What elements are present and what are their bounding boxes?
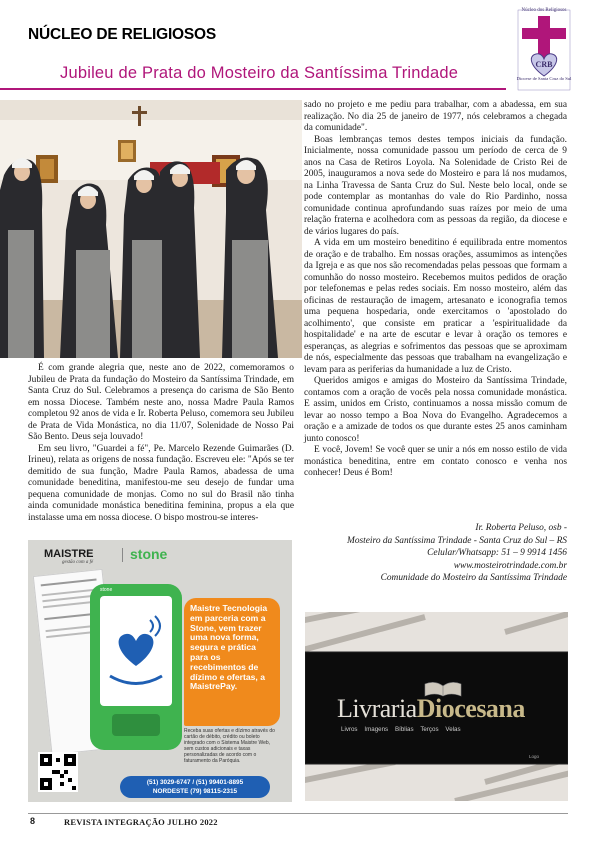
stone-brand: stone bbox=[130, 546, 168, 562]
maistre-phones: (51) 3029-6747 / (51) 99401-8895 bbox=[146, 779, 244, 786]
terminal-brand: stone bbox=[100, 587, 113, 593]
footer-title: REVISTA INTEGRAÇÃO JULHO 2022 bbox=[64, 817, 218, 827]
section-title: NÚCLEO DE RELIGIOSOS bbox=[28, 26, 217, 43]
livraria-categories: Livros Imagens Bíblias Terços Velas bbox=[341, 726, 461, 733]
maistre-contact-bar[interactable] bbox=[120, 776, 270, 798]
maistrepay-headline: Maistre Tecnologia em parceria com a Stone, vem trazer uma nova forma, segura e prática para os recebimentos de dízimo e ofertas, a MaistrePay. bbox=[184, 598, 280, 726]
article-column-right bbox=[304, 100, 567, 480]
nuns-photo bbox=[0, 100, 302, 358]
article-column-left bbox=[28, 363, 294, 524]
signature-name: Ir. Roberta Peluso, osb - bbox=[475, 523, 567, 533]
maistrepay-body: Receba suas ofertas e dízimo através do cartão de débito, crédito ou boleto integrado com o Sistema Maistre Web, sem custos adicionais e taxas personalizadas de acordo com o faturamento da Paróquia. bbox=[184, 728, 275, 764]
signature-phone: Celular/Whatsapp: 51 – 9 9914 1456 bbox=[427, 548, 567, 558]
logo-top-text: Núcleo dos Religiosos bbox=[521, 8, 567, 13]
headline-divider bbox=[0, 88, 506, 90]
article-headline: Jubileu de Prata do Mosteiro da Santíssima Trindade bbox=[60, 64, 459, 82]
article-paragraph: A vida em um mosteiro beneditino é equilibrada entre momentos de oração e de trabalho. Em nossas orações, assumimos as intenções da Igreja e as que nos são recomendadas pelas pessoas que formam a comunhão do nosso mosteiro. Recebemos muitos pedidos de oração por telefonemas e pelas redes sociais. Em nosso mosteiro, além das oficinas de restauração de imagem, artesanato e iconografia temos uma pequena hospedaria, onde exercitamos o 'apostolado do acolhimento', que consiste em praticar a 'espiritualidade da hospitalidade' e na arte de escutar e levar à oração os temores e esperanças, as alegrias e sofrimentos das pessoas que se aproximam de nós, especialmente das pessoas que trabalham na evangelização e levam para as periferias da humanidade a luz de Cristo. bbox=[304, 238, 567, 375]
heart-hands-icon bbox=[100, 596, 172, 706]
article-paragraph: É com grande alegria que, neste ano de 2022, comemoramos o Jubileu de Prata da fundação do Mosteiro da Santíssima Trindade, em Santa Cruz do Sul. Celebramos a presença do carisma de São Bento em nossa Diocese. Também neste ano, nossa Madre Paula Ramos completou 92 anos de vida e Ir. Roberta Peluso, comemora seu Jubileu de Prata de Vida Monástica, no dia 11/07, Solenidade de Nosso Pai São Bento. Deus seja louvado! bbox=[28, 363, 294, 442]
article-paragraph: Em seu livro, "Guardei a fé", Pe. Marcelo Rezende Guimarães (D. Irineu), relata as origens de nossa fundação. Escreveu ele: "Após se ter demitido de sua função, Madre Paula Ramos, abadessa de uma comunidade beneditina, manifestou-me seu desejo de fundar uma pequena comunidade de monjas. Como no sul do Brasil não tinha ainda comunidade monástica beneditina feminina, propus a ela que instalasse uma em nossa diocese. O bispo mostrou-se interes- bbox=[28, 443, 294, 523]
signature-institution: Mosteiro da Santíssima Trindade - Santa Cruz do Sul – RS bbox=[347, 535, 567, 546]
maistre-brand: MAISTRE bbox=[44, 548, 94, 560]
signature-website[interactable]: www.mosteirotrindade.com.br bbox=[453, 560, 567, 571]
livraria-name-part2: Diocesana bbox=[416, 694, 525, 723]
crb-logo bbox=[514, 6, 574, 92]
qr-code-icon[interactable] bbox=[38, 752, 78, 792]
livraria-advertisement[interactable] bbox=[305, 612, 568, 801]
maistre-phone-ne: NORDESTE (79) 98115-2315 bbox=[152, 788, 238, 795]
payment-terminal bbox=[90, 584, 182, 750]
livraria-name-part1: Livraria bbox=[337, 694, 417, 723]
livraria-logo-text bbox=[337, 694, 525, 724]
maistre-tagline: gestão com a fé bbox=[62, 560, 94, 565]
brand-divider bbox=[122, 548, 123, 562]
signature-community: Comunidade do Mosteiro da Santíssima Trindade bbox=[380, 573, 567, 583]
article-signature bbox=[304, 522, 567, 585]
terminal-screen bbox=[100, 596, 172, 706]
maistre-advertisement[interactable] bbox=[28, 540, 292, 802]
logo-initials: CRB bbox=[535, 60, 553, 69]
footer-divider bbox=[28, 813, 568, 814]
article-paragraph: E você, Jovem! Se você quer se unir a nós em nosso estilo de vida monástica beneditina, entre em contato conosco e venha nos conhecer! Deus é Bom! bbox=[304, 445, 567, 478]
article-paragraph: sado no projeto e me pediu para trabalhar, com a abadessa, em sua realização. No dia 25 de janeiro de 1977, nós celebramos a chegada da comunidade". bbox=[304, 100, 567, 133]
terminal-keypad bbox=[112, 714, 160, 736]
page-number: 8 bbox=[30, 816, 36, 826]
livraria-logo-label: Logo bbox=[529, 754, 540, 759]
article-paragraph: Boas lembranças temos destes tempos iniciais da fundação. Inicialmente, nossa comunidade passou um período de cerca de 9 anos na Casa de Retiros Loyola. Na Solenidade de Cristo Rei de 2005, inauguramos a nova sede do Mosteiro e para lá nos mudamos, na Linha Travessa de Santa Cruz do Sul. Neste belo local, onde se pode contemplar as montanhas do vale do Rio Pardinho, nossa comunidade continua aprofundando suas raízes por meio de uma relação fraterna e acolhedora com as pessoas da região, da diocese e de vários lugares do país. bbox=[304, 134, 567, 237]
logo-bottom-text: Diocese de Santa Cruz do Sul bbox=[516, 76, 572, 81]
article-paragraph: Queridos amigos e amigas do Mosteiro da Santíssima Trindade, contamos com a oração de vocês pela nossa comunidade monástica. E assim, unidos em Cristo, continuamos a nossa missão comum de levar ao nosso tempo a Boa Nova do Evangelho. Agradecemos a oração e a amizade de todos os que durante estes 25 anos caminham junto conosco! bbox=[304, 376, 567, 444]
